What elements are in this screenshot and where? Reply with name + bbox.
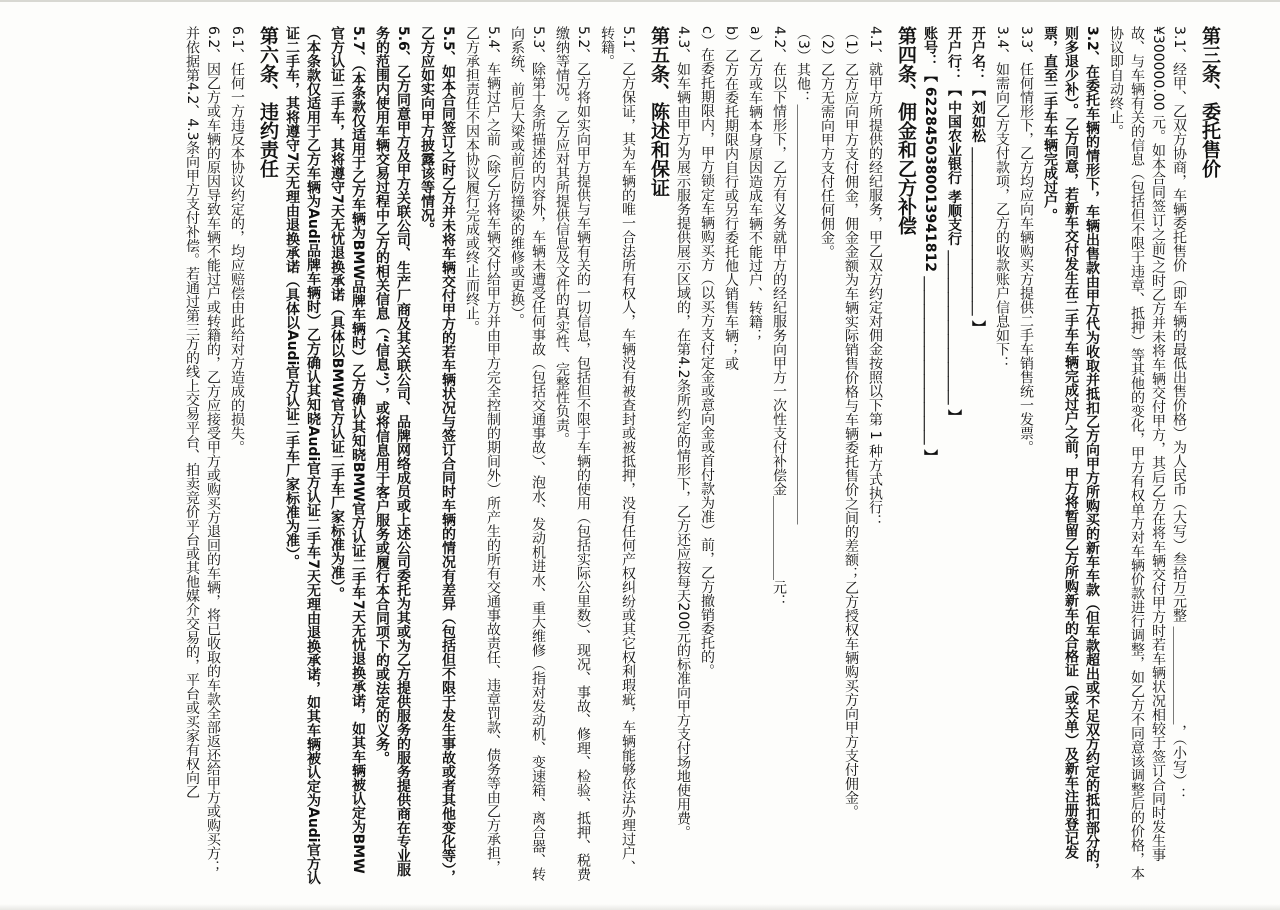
payee-name-value: 【 刘如松 ＿＿＿＿＿＿＿＿＿＿＿＿ 】 [970, 82, 986, 335]
article5-heading: 第五条、陈述和保证 [648, 26, 670, 197]
account-row [919, 26, 940, 886]
clause-4-3: 4.3、如车辆由甲方为展示服务提供展示区域的，在第4.2条所约定的情形下，乙方还应按每天200元的标准向甲方支付场地使用费。 [675, 26, 691, 840]
payee-name-label: 开户名： [970, 26, 986, 82]
clause-4-1: 4.1、就甲方所提供的经纪服务，甲乙双方约定对佣金按照以下第 1 种方式执行： [867, 26, 883, 529]
clause-5-1: 5.1、乙方保证，其为车辆的唯一合法所有权人，车辆没有被查封或被抵押，没有任何产权纠纷或其它权利瑕疵，车辆能够依法办理过户、转籍。 [599, 26, 636, 875]
account-value: 【 6228450380013941812 ＿＿＿＿＿＿＿＿＿＿＿＿ 】 [922, 68, 938, 464]
clause-4-1-option1: （1）乙方应向甲方支付佣金，佣金金额为车辆实际销售价格与车辆委托售价之间的差额；乙方授权车辆购买方向甲方支付佣金。 [843, 26, 859, 819]
scan-bottom-edge [0, 904, 1280, 910]
clause-5-2: 5.2、乙方将如实向甲方提供与车辆有关的一切信息，包括但不限于车辆的使用（包括实际公里数）、现况、事故、修理、检验、抵押、税费缴纳等情况。乙方应对其所提供信息及文件的真实性、完整性负责。 [554, 26, 591, 882]
clause-5-7-audi: （本条款仅适用于乙方车辆为Audi品牌车辆时）乙方确认其知晓Audi官方认证二手车7天无理由退换承诺，如其车辆被认定为Audi官方认证二手车，其将遵守7天无理由退换承诺（具体以Audi官方认证二手车厂家标准为准）。 [284, 26, 321, 885]
article4-heading: 第四条、佣金和乙方补偿 [895, 26, 917, 235]
account-label: 账号： [922, 26, 938, 68]
scan-top-edge [0, 0, 1280, 2]
bank-label: 开户行： [946, 26, 962, 82]
clause-4-2-a: a）乙方或车辆本身原因造成车辆不能过户、转籍； [747, 26, 763, 343]
article6-heading: 第六条、违约责任 [257, 26, 279, 178]
clause-4-2-b: b）乙方在委托期限内自行或另行委托他人销售车辆；或 [723, 26, 739, 371]
clause-3-3: 3.3、任何情形下，乙方均应向车辆购买方提供二手车销售统一发票。 [1018, 26, 1034, 455]
bank-row [943, 26, 964, 886]
clause-4-1-option3: （3）其他：＿＿＿＿＿＿＿＿＿＿＿＿＿＿＿＿＿＿＿＿＿＿＿＿＿＿＿＿＿＿ [795, 26, 811, 525]
clause-5-4: 5.4、车辆过户之前（除乙方将车辆交付给甲方并由甲方完全控制的期间外）所产生的所有交通事故责任、违章罚款、债务等由乙方承担，乙方承担责任不因本协议履行完成或终止而终止。 [464, 26, 501, 875]
clause-5-6: 5.6、乙方同意甲方及甲方关联公司、生产厂商及其关联公司、品牌网络成员或上述公司委托为其或为乙方提供服务的服务提供商在专业服务的范围内使用车辆交易过程中乙方的相关信息（“信息”），或将信息用于客户服务或履行本合同项下的或法定的义务。 [374, 26, 411, 877]
payee-name-row [967, 26, 988, 886]
clause-6-1: 6.1、任何一方违反本协议约定的，均应赔偿由此给对方造成的损失。 [229, 26, 245, 455]
contract-text-rotated [178, 26, 1220, 886]
article3-heading: 第三条、委托售价 [1199, 26, 1221, 178]
bank-value: 【 中国农业银行 孝顺支行 ＿＿＿＿＿＿＿＿＿＿＿ 】 [946, 82, 962, 424]
clause-5-7-bmw: 5.7、（本条款仅适用于乙方车辆为BMW品牌车辆时）乙方确认其知晓BMW官方认证二手车7天无忧退换承诺，如其车辆被认定为BMW官方认证二手车，其将遵守7天无忧退换承诺（具体以BMW官方认证二手车厂家标准为准）。 [329, 26, 366, 874]
clause-3-2: 3.2、在委托车辆的情形下，车辆出售款由甲方代为收取并抵扣乙方向甲方所购买的新车车款（但车款超出或不足双方约定的抵扣部分的，则多退少补）。乙方同意，若新车交付发生在二手车车辆完成过户之前，甲方将暂留乙方所购新车的合格证（或关单）及新车注册登记发票，直至二手车车辆完成过户。 [1042, 26, 1100, 877]
clause-6-2: 6.2、因乙方或车辆的原因导致车辆不能过户或转籍的，乙方应接受甲方或购买方退回的车辆，将已收取的车款全部返还给甲方或购买方；并依据第4.2、4.3条向甲方支付补偿。若通过第三方的线上交易平台、拍卖竞价平台或其他媒介交易的，平台或买家有权向乙 [184, 26, 221, 875]
clause-4-1-option2: （2）乙方无需向甲方支付任何佣金。 [819, 26, 835, 259]
clause-5-3: 5.3、除第十条所描述的内容外，车辆未遭受任何事故（包括交通事故）、泡水、发动机进水、重大维修（指对发动机、变速箱、离合器、转向系统、前后大梁或前后防撞梁的维修或更换）。 [509, 26, 546, 882]
clause-4-2-c: c）在委托期限内，甲方锁定车辆购买方（以买方支付定金或意向金或首付款为准）前，乙方撤销委托的。 [699, 26, 715, 678]
clause-5-5: 5.5、如本合同签订之时乙方并未将车辆交付甲方的若车辆状况与签订合同时车辆的情况有差异（包括但不限于发生事故或者其他变化等），乙方应如实向甲方披露该等情况。 [419, 26, 456, 884]
clause-3-4: 3.4、如需向乙方支付款项，乙方的收款账户信息如下： [994, 26, 1010, 371]
clause-4-2: 4.2、在以下情形下，乙方有义务就甲方的经纪服务向甲方一次性支付补偿金＿＿＿＿＿＿元： [771, 26, 787, 609]
clause-3-1: 3.1、经甲、乙双方协商，车辆委托售价（即车辆的最低出售价格）为人民币（大写）叁拾万元整 ＿＿＿＿＿＿＿，（小写）：¥300000.00 元。如本合同签订之前/之时乙方并未将车辆交付甲方，其后乙方在将车辆交付甲方时若车辆状况相较于签订合同时发生事故、与车辆有关的信息（包括但不限于违章、抵押）等其他的变化，甲方有权单方对车辆价款进行调整，如乙方不同意该调整后的价格，本协议即自动终止。 [1108, 26, 1187, 880]
